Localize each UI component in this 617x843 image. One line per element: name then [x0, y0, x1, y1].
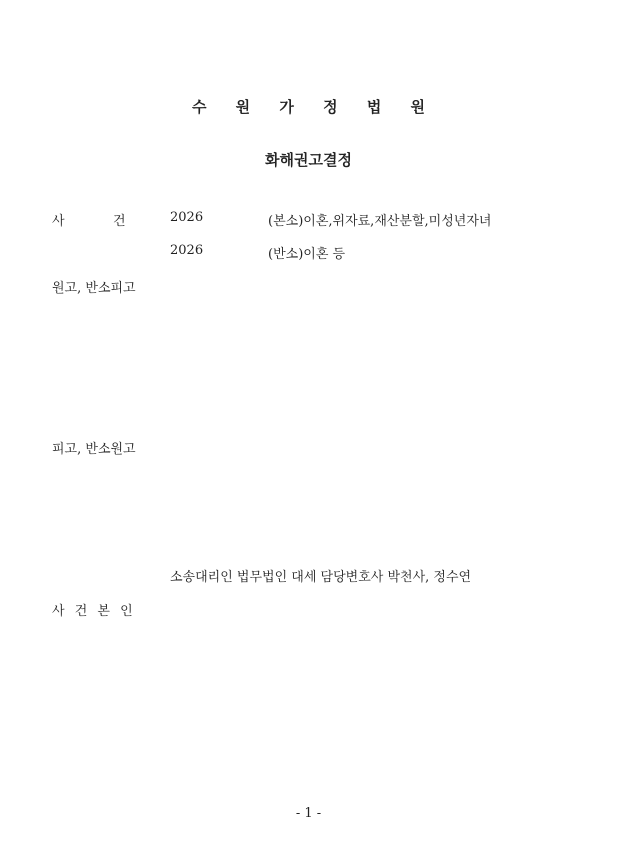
principal-label: 사 건 본 인 [52, 604, 136, 619]
court-name: 수 원 가 정 법 원 [191, 98, 438, 116]
page-number: - 1 - [295, 806, 322, 821]
case-counter-title: (반소)이혼 등 [268, 247, 346, 262]
case-main-year: 2026 [170, 210, 204, 225]
case-main-title: (본소)이혼,위자료,재산분할,미성년자녀 [268, 214, 492, 229]
plaintiff-label: 원고, 반소피고 [52, 281, 136, 296]
case-label-geon: 건 [113, 214, 126, 229]
defendant-label: 피고, 반소원고 [52, 442, 136, 457]
document-title: 화해권고결정 [265, 151, 352, 169]
case-label-sa: 사 [52, 214, 65, 229]
counsel-line: 소송대리인 법무법인 대세 담당변호사 박천사, 정수연 [170, 570, 472, 585]
case-counter-year: 2026 [170, 243, 204, 258]
